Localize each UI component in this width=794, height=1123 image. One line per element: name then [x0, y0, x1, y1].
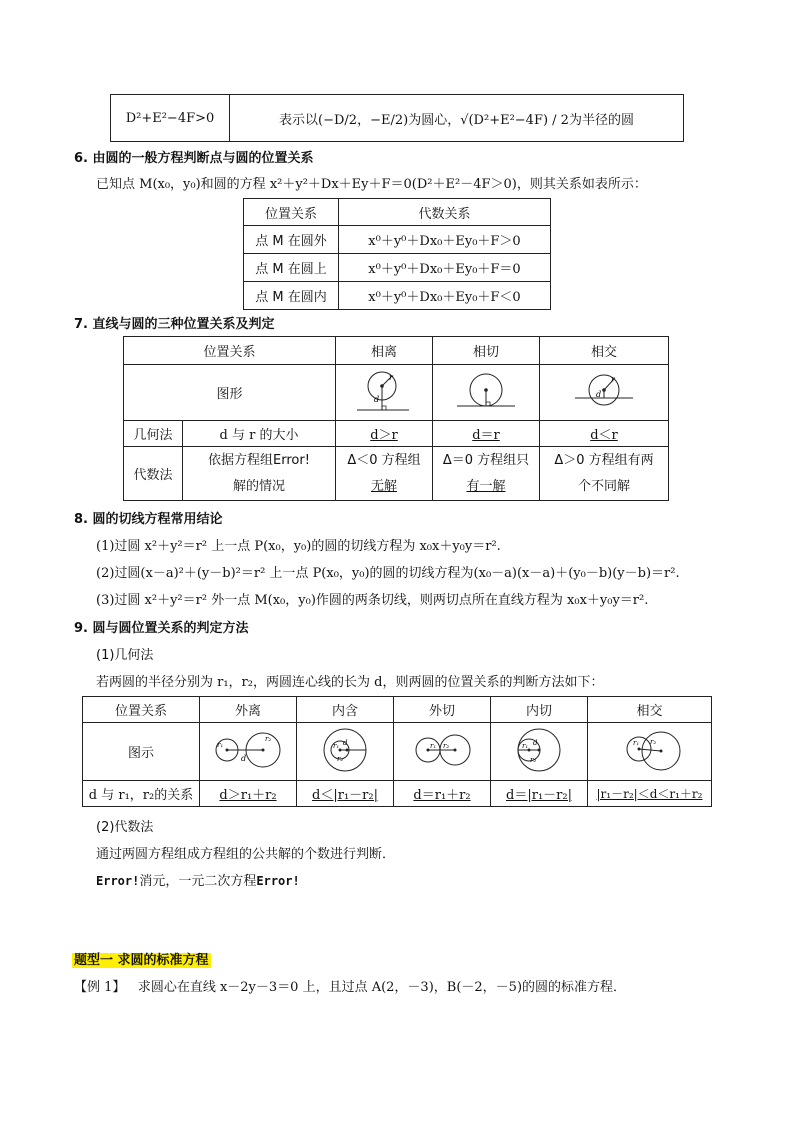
intersect-diagram: [569, 366, 639, 416]
lc-alg-tangent: Δ＝0 方程组只 有一解: [433, 447, 540, 501]
int-tangent-diagram: [494, 725, 584, 775]
cc-fig-ext-tangent: [394, 723, 491, 781]
topic-title-highlight: 题型一 求圆的标准方程: [74, 953, 209, 968]
top-table-description: 表示以(−D/2，−E/2)为圆心，√(D²+E²−4F) / 2为半径的圆: [230, 95, 684, 142]
lc-alg-desc: [183, 447, 336, 501]
cc-rel-intersect: |r₁－r₂|＜d＜r₁＋r₂: [588, 781, 712, 807]
cc-fig-intersect: [588, 723, 712, 781]
ext-tangent-diagram: [397, 725, 487, 775]
section-9-error-line: [96, 870, 300, 889]
lc-geo-separate: d＞r: [336, 421, 433, 447]
error-text-b: Error!: [256, 874, 300, 888]
external-diagram: [203, 725, 293, 775]
lc-geo-intersect: d＜r: [540, 421, 669, 447]
section-7-heading: 7. 直线与圆的三种位置关系及判定: [74, 317, 275, 332]
cc-fig-external: [200, 723, 297, 781]
cc-th-int-tangent: 内切: [491, 697, 588, 723]
example-1-text: 求圆心在直线 x－2y－3＝0 上，且过点 A(2，－3)，B(－2，－5)的圆的标准方程．: [137, 980, 627, 995]
section-9-heading: 9. 圆与圆位置关系的判定方法: [74, 621, 249, 636]
svg-text:r₂: r₂: [337, 754, 344, 763]
top-table: [110, 94, 684, 142]
svg-text:d: d: [533, 738, 538, 747]
lc-alg-separate: Δ＜0 方程组 无解: [336, 447, 433, 501]
row-on-value: x⁰＋y⁰＋Dx₀＋Ey₀＋F＝0: [339, 254, 551, 282]
svg-text:r₂: r₂: [443, 741, 450, 750]
row-inside-value: x⁰＋y⁰＋Dx₀＋Ey₀＋F＜0: [339, 282, 551, 310]
cc-th-position: 位置关系: [83, 697, 200, 723]
topic-title: [72, 949, 211, 968]
svg-text:r₂: r₂: [265, 734, 272, 743]
th-algebra: 代数关系: [339, 199, 551, 226]
tangent-rule-3: (3)过圆 x²＋y²＝r² 外一点 M(x₀，y₀)作圆的两条切线，则两切点所在直线方程为 x₀x＋y₀y＝r².: [96, 593, 649, 608]
contained-diagram: [300, 725, 390, 775]
section-6-intro: 已知点 M(x₀，y₀)和圆的方程 x²＋y²＋Dx＋Ey＋F＝0(D²＋E²－4F＞0)，则其关系如表所示：: [96, 177, 647, 192]
error-line-mid: 消元，一元二次方程: [139, 874, 257, 889]
section-9-intro: 若两圆的半径分别为 r₁，r₂，两圆连心线的长为 d，则两圆的位置关系的判断方法如下：: [96, 675, 604, 690]
fig-tangent: [433, 365, 540, 421]
fig-intersect: [540, 365, 669, 421]
section-8-heading: 8. 圆的切线方程常用结论: [74, 512, 223, 527]
lc-th-separate: 相离: [336, 337, 433, 365]
svg-text:r₂: r₂: [530, 755, 537, 764]
lc-th-tangent: 相切: [433, 337, 540, 365]
lc-alg-label: 代数法: [124, 447, 183, 501]
svg-text:r₁: r₁: [430, 741, 437, 750]
lc-alg-intersect: Δ＞0 方程组有两 个不同解: [540, 447, 669, 501]
svg-text:r₁: r₁: [632, 738, 639, 747]
lc-alg-desc-1: 依据方程组Error!: [208, 452, 310, 468]
lc-geo-tangent: d＝r: [433, 421, 540, 447]
lc-th-intersect: 相交: [540, 337, 669, 365]
cc-th-intersect: 相交: [588, 697, 712, 723]
tangent-rule-1: (1)过圆 x²＋y²＝r² 上一点 P(x₀，y₀)的圆的切线方程为 x₀x＋y₀y＝r².: [96, 539, 501, 554]
svg-text:r₁: r₁: [217, 740, 224, 749]
section-9-sub1: (1)几何法: [96, 648, 154, 663]
intersect-circles-diagram: [595, 725, 705, 775]
svg-text:d: d: [343, 738, 348, 747]
example-1-tag: 【例 1】: [74, 980, 126, 995]
cc-fig-int-tangent: [491, 723, 588, 781]
lc-geo-desc: d 与 r 的大小: [183, 421, 336, 447]
row-outside-value: x⁰＋y⁰＋Dx₀＋Ey₀＋F＞0: [339, 226, 551, 254]
section-9-sub2: (2)代数法: [96, 820, 154, 835]
error-text-a: Error!: [96, 874, 140, 888]
top-table-condition: D²+E²−4F>0: [111, 95, 230, 142]
cc-rel-label: d 与 r₁，r₂的关系: [83, 781, 200, 807]
circle-circle-table: [82, 696, 712, 807]
th-position: 位置关系: [244, 199, 339, 226]
lc-th-position: 位置关系: [124, 337, 336, 365]
svg-text:d: d: [596, 389, 602, 399]
section-9-algebra-line: 通过两圆方程组成方程组的公共解的个数进行判断．: [96, 847, 396, 862]
cc-fig-contained: [297, 723, 394, 781]
point-circle-table: [243, 198, 551, 310]
lc-geo-label: 几何法: [124, 421, 183, 447]
separate-diagram: [349, 366, 419, 416]
fig-separate: [336, 365, 433, 421]
svg-text:d: d: [241, 753, 247, 763]
svg-text:r₁: r₁: [522, 741, 529, 750]
row-on-label: 点 M 在圆上: [244, 254, 339, 282]
svg-text:r: r: [611, 374, 615, 384]
svg-text:d: d: [374, 394, 380, 404]
tangent-rule-2: (2)过圆(x－a)²＋(y－b)²＝r² 上一点 P(x₀，y₀)的圆的切线方程为(x₀－a)(x－a)＋(y₀－b)(y－b)＝r².: [96, 566, 680, 581]
svg-text:r: r: [389, 372, 393, 382]
tangent-diagram: [451, 366, 521, 416]
cc-diagram-label: 图示: [83, 723, 200, 781]
svg-text:r₁: r₁: [333, 741, 340, 750]
lc-figure-label: 图形: [124, 365, 336, 421]
section-6-heading: 6. 由圆的一般方程判断点与圆的位置关系: [74, 151, 314, 166]
row-inside-label: 点 M 在圆内: [244, 282, 339, 310]
cc-rel-ext-tangent: d＝r₁＋r₂: [394, 781, 491, 807]
cc-rel-external: d＞r₁＋r₂: [200, 781, 297, 807]
cc-rel-contained: d＜|r₁－r₂|: [297, 781, 394, 807]
cc-th-contained: 内含: [297, 697, 394, 723]
lc-alg-desc-2: 解的情况: [232, 478, 285, 494]
cc-th-ext-tangent: 外切: [394, 697, 491, 723]
svg-text:r₂: r₂: [649, 737, 656, 746]
example-1: [74, 976, 626, 995]
row-outside-label: 点 M 在圆外: [244, 226, 339, 254]
line-circle-table: [123, 336, 669, 501]
cc-th-external: 外离: [200, 697, 297, 723]
cc-rel-int-tangent: d＝|r₁－r₂|: [491, 781, 588, 807]
